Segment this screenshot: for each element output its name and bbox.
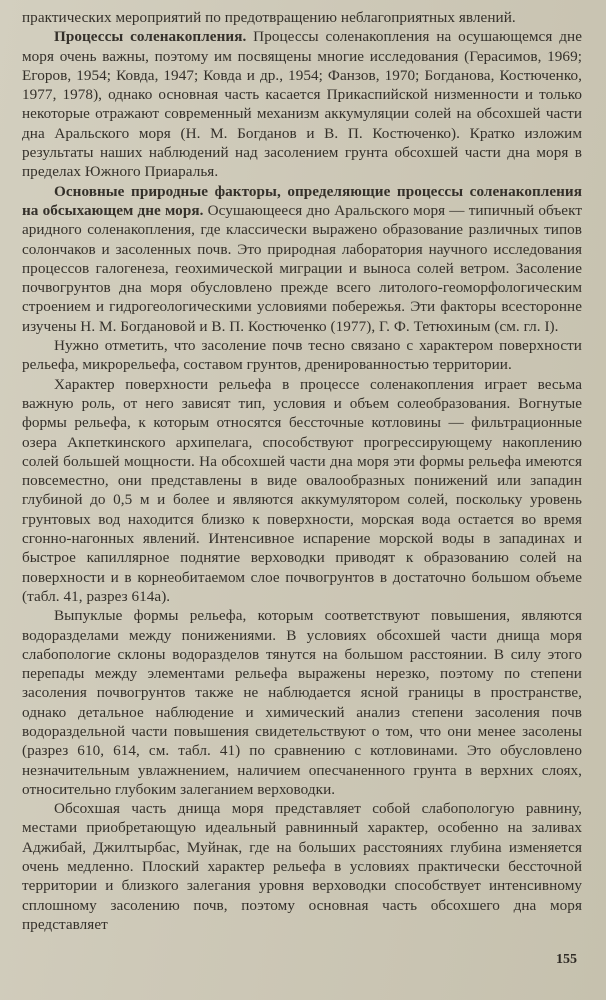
section-text-factors: Осушающееся дно Аральского моря — типичный объект аридного соленакопления, где классически выражено образование различных типов солончаков и засоленных почв. Это природная лаборатория научного исследования процессов галогенеза, геохимической миграции и выноса солей ветром. Засоление почвогрунтов дна моря обусловлено прежде всего литолого-геоморфологическим строением и гидрогеологическими условиями побережья. Эти факторы всесторонне изучены Н. М. Богдановой и В. П. Костюченко (1977), Г. Ф. Тетюхиным (см. гл. I). xyxy=(22,201,583,335)
paragraph-dried-plain: Обсохшая часть днища моря представляет собой слабопологую равнину, местами приобретающую идеальный равнинный характер, особенно на заливах Аджибай, Джилтырбас, Муйнак, где на больших расстояниях глубина изменяется очень медленно. Плоский характер рельефа в условиях практически бессточной территории и близкого залегания уровня верховодки способствует интенсивному сплошному засолению почв, поэтому основная часть обсохшего дна моря представляет xyxy=(22,800,582,933)
section-heading-processes: Процессы соленакопления. xyxy=(54,28,247,46)
paragraph-salinity-relief: Нужно отметить, что засоление почв тесно связано с характером поверхности рельефа, микрорельефа, составом грунтов, дренированностью территории. xyxy=(22,337,582,374)
page-number: 155 xyxy=(556,952,577,967)
section-heading-factors: Основные природные факторы, определяющие процессы соленакопления на обсыхающем дне моря. xyxy=(22,182,582,219)
paragraph-concave-forms: Характер поверхности рельефа в процессе соленакопления играет весьма важную роль, от него зависят тип, условия и объем солеобразования. Вогнутые формы рельефа, к которым относятся бессточные котловины — фильтрационные озера Акпеткинского архипелага, способствуют прогрессирующему накоплению солей большей мощности. На обсохшей части дна моря эти формы рельефа имеются повсеместно, они представлены в виде овалообразных понижений или западин глубиной до 0,5 м и более и являются аккумулятором солей, поскольку уровень грунтовых вод находится близко к поверхности, морская вода остается во время сгонно-нагонных явлений. Интенсивное испарение морской воды в западинах и быстрое капиллярное поднятие верховодки приводят к образованию солей на поверхности и в корнеобитаемом слое почвогрунтов в достаточно большом объеме (табл. 41, разрез 614а). xyxy=(22,375,582,605)
intro-continuation: практических мероприятий по предотвращению неблагоприятных явлений. xyxy=(22,9,516,26)
body-text xyxy=(22,8,582,934)
paragraph-convex-forms: Выпуклые формы рельефа, которым соответствуют повышения, являются водоразделами между понижениями. В условиях обсохшей части днища моря слабопологие склоны водоразделов тянутся на большом расстоянии. В силу этого перепады между элементами рельефа выражены нерезко, поэтому по степени засоления почвогрунтов также не наблюдается ясной границы в пространстве, однако детальное наблюдение и химический анализ степени засоления почв водораздельной части повышения свидетельствуют о том, что они менее засолены (разрез 610, 614, см. табл. 41) по сравнению с котловинами. Это обусловлено незначительным увлажнением, наличием опесчаненного грунта в верхних слоях, относительно глубоким залеганием верховодки. xyxy=(22,607,582,798)
section-factors xyxy=(22,182,582,336)
section-processes xyxy=(22,27,582,181)
section-text-processes: Процессы соленакопления на осушающемся дне моря очень важны, поэтому им посвящены многие исследования (Герасимов, 1969; Егоров, 1954; Ковда, 1947; Ковда и др., 1954; Фанзов, 1970; Богданова, Костюченко, 1977, 1978), однако основная часть касается Прикаспийской низменности и только некоторые отражают современный механизм аккумуляции солей на обсохшей части дна Аральского моря (Н. М. Богданов и В. П. Костюченко). Кратко изложим результаты наших наблюдений над засолением грунта обсохшей части дна моря в пределах Южного Приаралья. xyxy=(22,28,583,181)
